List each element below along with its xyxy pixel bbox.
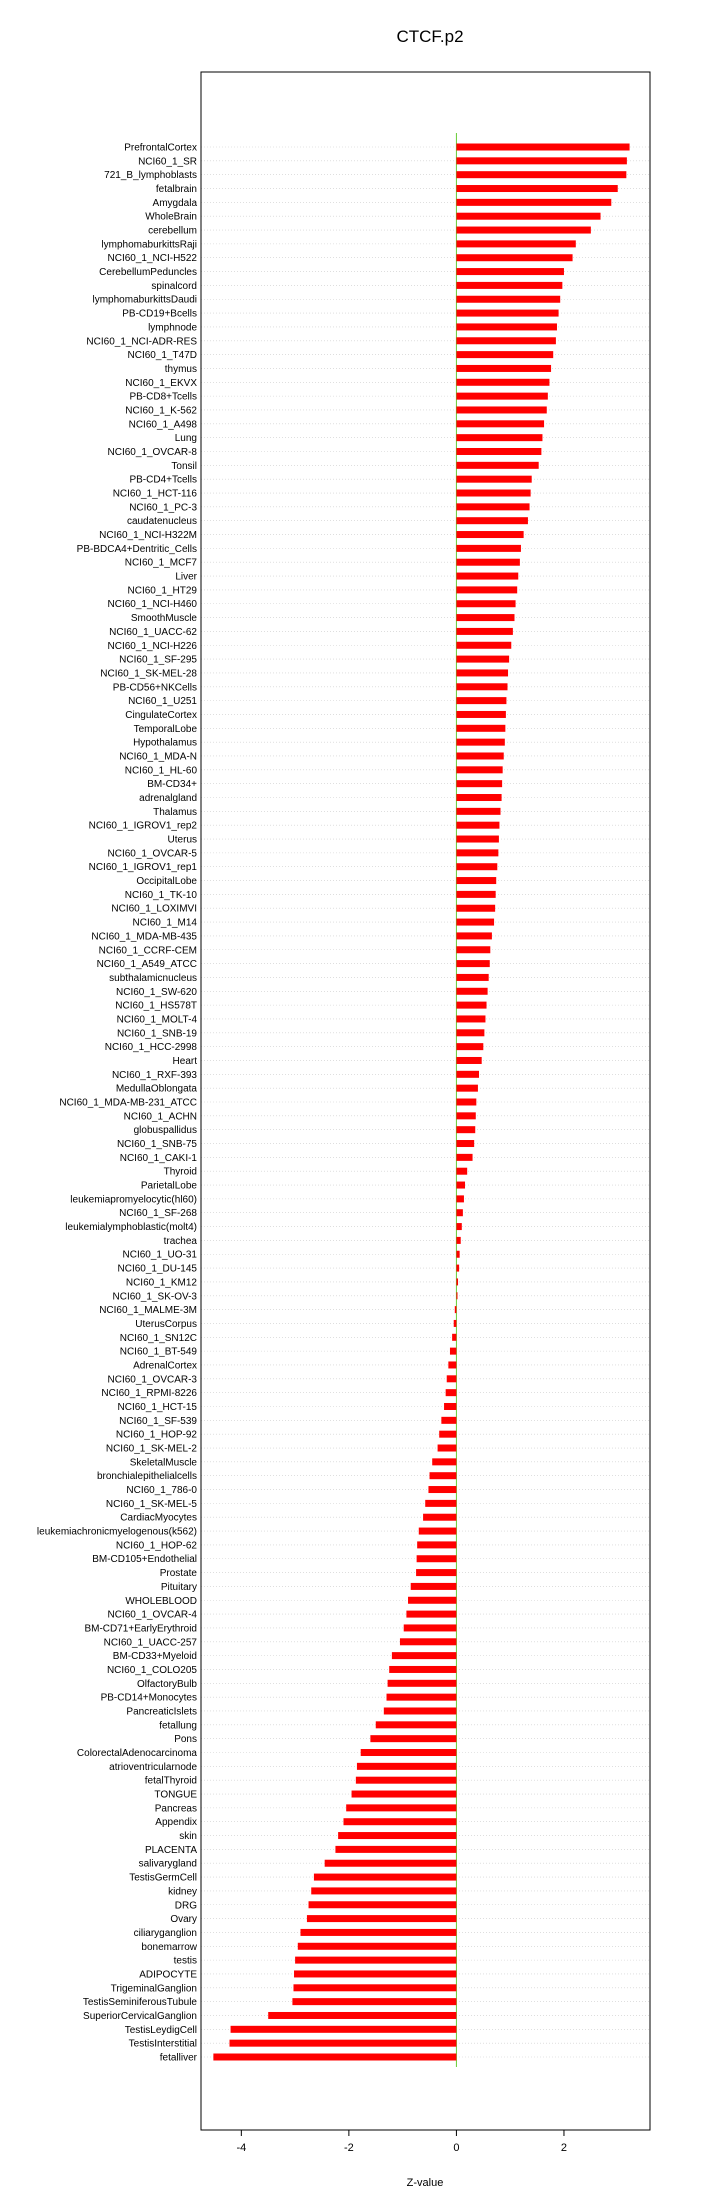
bar: [456, 656, 509, 663]
category-label: NCI60_1_786-0: [126, 1485, 197, 1497]
category-label: NCI60_1_NCI-ADR-RES: [86, 336, 197, 348]
category-label: NCI60_1_SR: [138, 156, 197, 168]
category-label: TestisInterstitial: [128, 2038, 197, 2050]
category-label: NCI60_1_DU-145: [117, 1263, 197, 1275]
bar: [456, 1292, 457, 1299]
x-tick-label: 0: [453, 2142, 460, 2154]
bar: [456, 1265, 459, 1272]
category-label: NCI60_1_SF-539: [119, 1415, 197, 1427]
category-label: Amygdala: [152, 197, 197, 209]
bar: [404, 1624, 457, 1631]
category-label: NCI60_1_UACC-257: [103, 1637, 197, 1649]
category-label: TONGUE: [154, 1789, 197, 1801]
bar: [441, 1417, 456, 1424]
category-label: Thalamus: [153, 806, 197, 818]
category-label: NCI60_1_PC-3: [129, 502, 197, 514]
bar: [456, 739, 504, 746]
bar: [357, 1763, 456, 1770]
bar: [456, 586, 517, 593]
category-label: NCI60_1_SK-MEL-5: [105, 1498, 197, 1510]
category-label: NCI60_1_IGROV1_rep2: [88, 820, 197, 832]
bar: [314, 1874, 456, 1881]
bar: [455, 1306, 457, 1313]
category-label: ADIPOCYTE: [139, 1969, 197, 1981]
x-tick-label: -2: [343, 2142, 354, 2154]
bar: [452, 1334, 456, 1341]
category-label: BM-CD105+Endothelial: [92, 1554, 197, 1566]
bar: [456, 974, 488, 981]
category-label: NCI60_1_OVCAR-3: [107, 1374, 197, 1386]
bar: [456, 393, 547, 400]
bar: [456, 1057, 481, 1064]
bar: [387, 1694, 457, 1701]
category-label: NCI60_1_HT29: [127, 585, 197, 597]
bar: [376, 1721, 457, 1728]
category-label: NCI60_1_HCT-116: [112, 488, 197, 500]
category-label: Thyroid: [163, 1166, 197, 1178]
category-label: NCI60_1_COLO205: [106, 1664, 197, 1676]
category-label: NCI60_1_OVCAR-8: [107, 446, 197, 458]
category-label: globuspallidus: [133, 1125, 197, 1137]
bar: [444, 1403, 456, 1410]
category-label: NCI60_1_MDA-MB-435: [91, 931, 197, 943]
bar: [425, 1500, 456, 1507]
bar: [456, 545, 521, 552]
bar: [456, 310, 558, 317]
category-label: NCI60_1_NCI-H226: [107, 640, 197, 652]
category-label: skin: [179, 1831, 197, 1843]
bar: [430, 1472, 457, 1479]
category-label: NCI60_1_RPMI-8226: [101, 1388, 197, 1400]
bar: [456, 559, 519, 566]
bar: [454, 1320, 457, 1327]
category-label: NCI60_1_SF-295: [119, 654, 197, 666]
category-label: SkeletalMuscle: [129, 1457, 197, 1469]
category-label: ColorectalAdenocarcinoma: [76, 1748, 197, 1760]
category-label: kidney: [168, 1886, 197, 1898]
bar: [389, 1666, 456, 1673]
bar: [325, 1860, 457, 1867]
bar: [456, 780, 502, 787]
bar: [456, 296, 560, 303]
category-label: NCI60_1_SK-MEL-28: [100, 668, 197, 680]
category-label: NCI60_1_EKVX: [125, 377, 197, 389]
category-label: spinalcord: [151, 280, 197, 292]
bar: [456, 337, 555, 344]
chart-title: CTCF.p2: [396, 27, 464, 46]
x-tick-label: 2: [560, 2142, 568, 2154]
bar: [456, 476, 531, 483]
bar: [392, 1652, 457, 1659]
bar: [456, 185, 617, 192]
category-label: salivarygland: [138, 1858, 197, 1870]
bar: [438, 1445, 457, 1452]
bar: [423, 1514, 456, 1521]
bar: [388, 1680, 457, 1687]
category-label: NCI60_1_SW-620: [116, 986, 197, 998]
category-label: bonemarrow: [141, 1941, 197, 1953]
bar: [311, 1887, 456, 1894]
bar: [456, 462, 538, 469]
bar: [456, 863, 497, 870]
bar: [295, 1957, 456, 1964]
category-label: NCI60_1_SK-MEL-2: [105, 1443, 197, 1455]
bar: [456, 1195, 464, 1202]
category-label: fetalbrain: [155, 184, 197, 196]
category-label: NCI60_1_CCRF-CEM: [98, 945, 197, 957]
bar: [456, 697, 506, 704]
bar: [356, 1777, 457, 1784]
category-label: PB-CD14+Monocytes: [100, 1692, 197, 1704]
category-label: Liver: [175, 571, 197, 583]
bar: [456, 808, 500, 815]
category-label: lymphomaburkittsRaji: [101, 239, 197, 251]
category-label: WHOLEBLOOD: [125, 1595, 197, 1607]
category-label: fetalliver: [159, 2052, 197, 2064]
bar: [456, 822, 499, 829]
bar: [439, 1431, 456, 1438]
category-label: leukemialymphoblastic(molt4): [65, 1222, 197, 1234]
bar: [456, 877, 496, 884]
category-label: fetalThyroid: [144, 1775, 197, 1787]
bar: [456, 157, 626, 164]
bar: [352, 1791, 457, 1798]
category-label: BM-CD33+Myeloid: [112, 1651, 197, 1663]
category-label: UterusCorpus: [135, 1318, 197, 1330]
bar: [432, 1458, 456, 1465]
category-label: 721_B_lymphoblasts: [104, 170, 197, 182]
bar: [456, 1154, 472, 1161]
bar: [384, 1707, 457, 1714]
bar: [456, 642, 511, 649]
bar: [456, 794, 501, 801]
category-label: Ovary: [170, 1914, 197, 1926]
bar: [456, 351, 553, 358]
bar: [456, 711, 505, 718]
category-label: NCI60_1_MDA-N: [119, 751, 197, 763]
bar: [456, 1168, 467, 1175]
bar: [456, 1182, 465, 1189]
category-label: cerebellum: [148, 225, 197, 237]
bar: [456, 434, 542, 441]
bar: [456, 1126, 475, 1133]
bar: [456, 406, 546, 413]
bar: [456, 946, 490, 953]
bar: [231, 2026, 457, 2033]
category-label: CardiacMyocytes: [120, 1512, 197, 1524]
bar: [456, 1223, 461, 1230]
category-label: SmoothMuscle: [130, 613, 197, 625]
category-label: PB-CD56+NKCells: [112, 682, 197, 694]
category-label: PB-CD19+Bcells: [122, 308, 197, 320]
gridlines: [201, 147, 650, 2057]
bar: [229, 2040, 456, 2047]
category-label: NCI60_1_K-562: [125, 405, 197, 417]
bar: [456, 919, 494, 926]
bar: [456, 199, 611, 206]
category-label: NCI60_1_MCF7: [124, 557, 197, 569]
category-label: NCI60_1_OVCAR-5: [107, 848, 197, 860]
category-label: OccipitalLobe: [136, 876, 197, 888]
category-label: Uterus: [167, 834, 197, 846]
category-label: NCI60_1_RXF-393: [111, 1069, 197, 1081]
bar: [456, 171, 626, 178]
bar: [456, 1015, 485, 1022]
category-label: NCI60_1_IGROV1_rep1: [88, 862, 197, 874]
category-label: SuperiorCervicalGanglion: [83, 2010, 197, 2022]
category-label: CingulateCortex: [125, 709, 197, 721]
bar: [456, 503, 529, 510]
bar: [456, 766, 502, 773]
category-label: Pancreas: [154, 1803, 197, 1815]
bar: [456, 1071, 479, 1078]
bar: [416, 1569, 456, 1576]
category-label: Appendix: [155, 1817, 197, 1829]
bar: [213, 2054, 456, 2061]
category-label: Prostate: [159, 1568, 197, 1580]
bar: [300, 1929, 456, 1936]
category-label: AdrenalCortex: [133, 1360, 197, 1372]
bar: [456, 282, 562, 289]
bar: [447, 1375, 457, 1382]
category-labels: [37, 143, 198, 2064]
bar: [456, 517, 528, 524]
category-label: NCI60_1_SNB-19: [116, 1028, 197, 1040]
category-label: NCI60_1_UO-31: [122, 1249, 197, 1261]
category-label: NCI60_1_NCI-H522: [107, 253, 197, 265]
bar: [361, 1749, 457, 1756]
bar: [456, 1029, 484, 1036]
bar: [446, 1389, 457, 1396]
bar: [456, 365, 551, 372]
category-label: NCI60_1_TK-10: [124, 889, 197, 901]
category-label: NCI60_1_MDA-MB-231_ATCC: [59, 1097, 197, 1109]
bar: [456, 1099, 476, 1106]
category-label: Lung: [174, 433, 197, 445]
bar: [307, 1915, 456, 1922]
bar: [293, 1984, 456, 1991]
category-label: NCI60_1_SN12C: [119, 1332, 197, 1344]
category-label: NCI60_1_NCI-H322M: [99, 530, 197, 542]
category-label: Pons: [174, 1734, 197, 1746]
category-label: lymphnode: [148, 322, 197, 334]
bar: [456, 254, 572, 261]
bar: [268, 2012, 456, 2019]
category-label: TestisGermCell: [129, 1872, 197, 1884]
category-label: leukemiapromyelocytic(hl60): [70, 1194, 197, 1206]
bar: [456, 600, 515, 607]
bar: [450, 1348, 456, 1355]
category-label: NCI60_1_HCT-15: [117, 1401, 197, 1413]
category-label: Pituitary: [160, 1581, 197, 1593]
category-label: TemporalLobe: [133, 723, 197, 735]
category-label: subthalamicnucleus: [109, 972, 197, 984]
bar: [456, 614, 514, 621]
bar: [456, 1085, 478, 1092]
bar: [456, 1237, 460, 1244]
category-label: NCI60_1_MALME-3M: [99, 1305, 197, 1317]
bar: [456, 1140, 474, 1147]
category-label: DRG: [174, 1900, 197, 1912]
bar: [456, 1251, 459, 1258]
category-label: Heart: [172, 1055, 197, 1067]
category-label: PB-CD4+Tcells: [129, 474, 197, 486]
category-label: BM-CD34+: [147, 779, 197, 791]
category-label: bronchialepithelialcells: [96, 1471, 197, 1483]
category-label: BM-CD71+EarlyErythroid: [84, 1623, 197, 1635]
bar: [456, 1278, 458, 1285]
bar: [456, 268, 564, 275]
bar: [292, 1998, 456, 2005]
bar: [346, 1804, 456, 1811]
category-label: NCI60_1_BT-549: [119, 1346, 197, 1358]
bar: [408, 1597, 456, 1604]
category-label: NCI60_1_KM12: [125, 1277, 197, 1289]
bar: [456, 1002, 486, 1009]
bar: [456, 628, 512, 635]
category-label: NCI60_1_CAKI-1: [119, 1152, 197, 1164]
bar: [456, 227, 590, 234]
bar: [406, 1611, 456, 1618]
category-label: PLACENTA: [144, 1844, 197, 1856]
category-label: PB-BDCA4+Dentritic_Cells: [76, 543, 197, 555]
bar: [456, 849, 498, 856]
category-label: WholeBrain: [145, 211, 197, 223]
bar: [335, 1846, 456, 1853]
bar: [456, 379, 549, 386]
category-label: TestisSeminiferousTubule: [82, 1997, 197, 2009]
category-label: lymphomaburkittsDaudi: [92, 294, 197, 306]
category-label: TestisLeydigCell: [124, 2024, 197, 2036]
category-label: NCI60_1_SK-OV-3: [112, 1291, 197, 1303]
bar: [456, 725, 505, 732]
category-label: NCI60_1_HL-60: [124, 765, 197, 777]
category-label: leukemiachronicmyelogenous(k562): [36, 1526, 197, 1538]
bar: [428, 1486, 456, 1493]
category-label: NCI60_1_HOP-62: [115, 1540, 197, 1552]
category-label: NCI60_1_SNB-75: [116, 1139, 197, 1151]
category-label: NCI60_1_OVCAR-4: [107, 1609, 197, 1621]
bar: [456, 1112, 475, 1119]
bar: [456, 905, 495, 912]
bar: [456, 752, 503, 759]
category-label: CerebellumPeduncles: [99, 267, 197, 279]
category-label: NCI60_1_NCI-H460: [107, 599, 197, 611]
bar: [456, 891, 495, 898]
category-label: Tonsil: [171, 460, 197, 472]
category-label: MedullaOblongata: [115, 1083, 197, 1095]
category-label: Hypothalamus: [133, 737, 197, 749]
bar: [456, 420, 544, 427]
bar: [456, 960, 489, 967]
category-label: testis: [173, 1955, 197, 1967]
bar: [456, 573, 518, 580]
bar: [456, 323, 557, 330]
bar: [456, 448, 541, 455]
bar: [400, 1638, 456, 1645]
category-label: fetallung: [159, 1720, 197, 1732]
category-label: NCI60_1_HS578T: [115, 1000, 197, 1012]
category-label: NCI60_1_UACC-62: [109, 626, 197, 638]
bar: [456, 932, 491, 939]
bar: [456, 1043, 483, 1050]
bar: [309, 1901, 457, 1908]
category-label: NCI60_1_M14: [132, 917, 197, 929]
bar: [417, 1555, 457, 1562]
bar: [294, 1970, 456, 1977]
category-label: caudatenucleus: [126, 516, 197, 528]
bar: [456, 988, 487, 995]
category-label: adrenalgland: [139, 793, 197, 805]
bar: [411, 1583, 457, 1590]
bar: [419, 1528, 457, 1535]
category-label: atrioventricularnode: [109, 1761, 197, 1773]
category-label: NCI60_1_U251: [128, 696, 197, 708]
bar: [456, 531, 523, 538]
bar: [456, 669, 508, 676]
category-label: NCI60_1_T47D: [127, 350, 197, 362]
bar: [456, 683, 507, 690]
bar: [456, 144, 629, 151]
x-axis: [236, 2130, 567, 2154]
bar: [370, 1735, 456, 1742]
category-label: PancreaticIslets: [126, 1706, 197, 1718]
bar: [456, 1209, 462, 1216]
category-label: ParietalLobe: [140, 1180, 197, 1192]
category-label: PrefrontalCortex: [124, 142, 197, 154]
bar: [343, 1818, 456, 1825]
bar: [456, 490, 530, 497]
category-label: ciliaryganglion: [133, 1927, 197, 1939]
category-label: NCI60_1_A498: [128, 419, 197, 431]
bar: [456, 213, 600, 220]
bar: [338, 1832, 456, 1839]
category-label: TrigeminalGanglion: [110, 1983, 197, 1995]
category-label: NCI60_1_SF-268: [119, 1208, 197, 1220]
bar: [456, 836, 498, 843]
category-label: OlfactoryBulb: [136, 1678, 197, 1690]
bar: [448, 1361, 456, 1368]
x-tick-label: -4: [236, 2142, 247, 2154]
x-axis-title: Z-value: [406, 2177, 444, 2189]
bar: [456, 240, 575, 247]
bar: [298, 1943, 457, 1950]
category-label: NCI60_1_HOP-92: [115, 1429, 197, 1441]
category-label: PB-CD8+Tcells: [129, 391, 197, 403]
category-label: NCI60_1_LOXIMVI: [111, 903, 197, 915]
category-label: NCI60_1_ACHN: [123, 1111, 197, 1123]
category-label: NCI60_1_HCC-2998: [104, 1042, 197, 1054]
category-label: thymus: [164, 363, 197, 375]
bar: [417, 1541, 456, 1548]
category-label: NCI60_1_A549_ATCC: [96, 959, 197, 971]
category-label: trachea: [163, 1235, 197, 1247]
category-label: NCI60_1_MOLT-4: [116, 1014, 197, 1026]
